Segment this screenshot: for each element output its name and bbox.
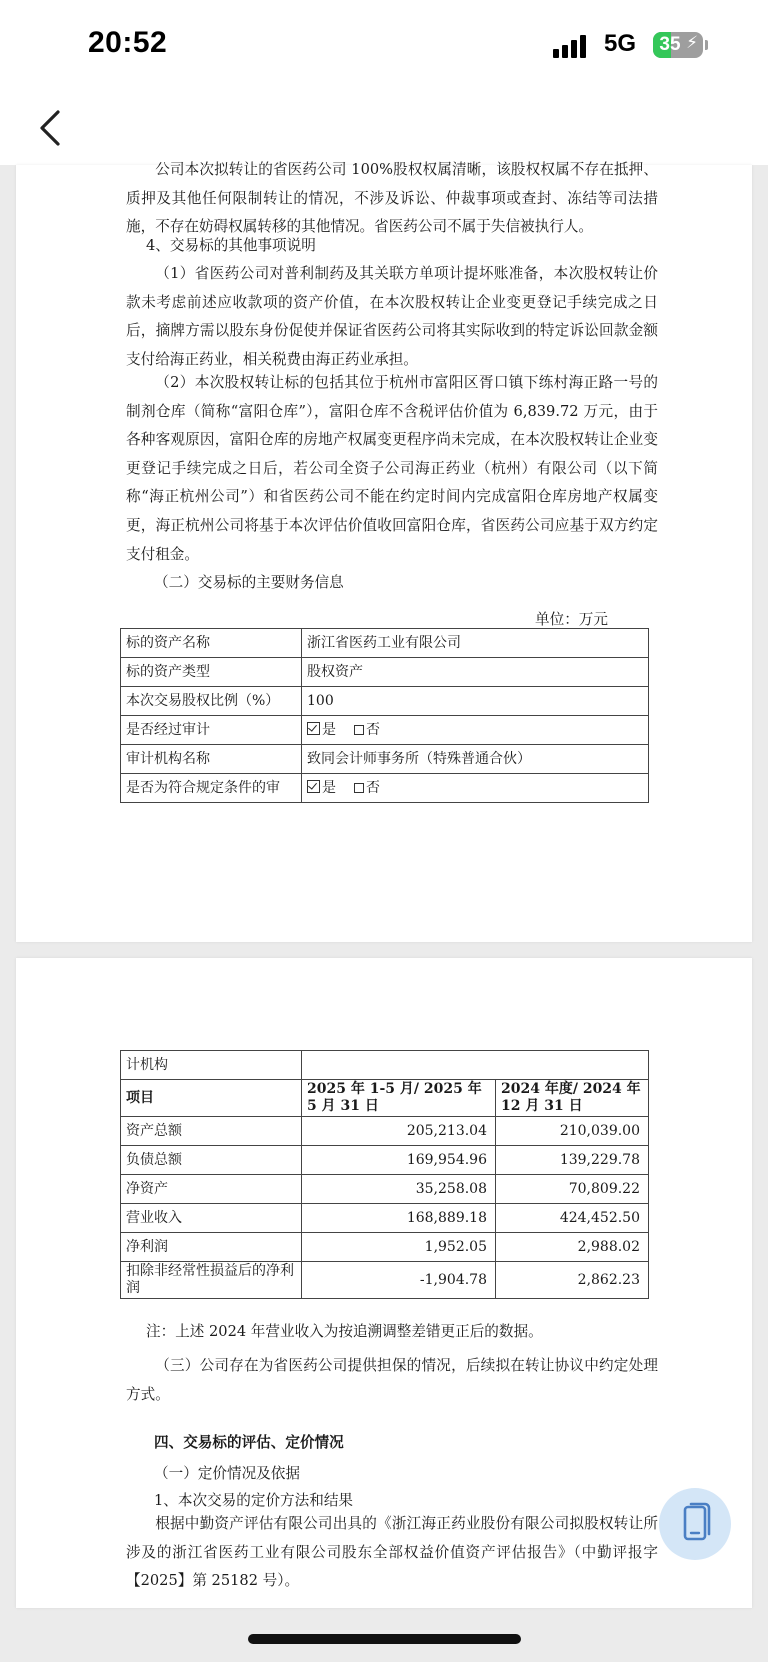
paragraph-ownership: 公司本次拟转让的省医药公司 100%股权权属清晰，该股权权属不存在抵押、质押及其他任何限制转让的情况，不涉及诉讼、仲裁事项或查封、冻结等司法措施，不存在妨碍权属转移的其他情况。省医药公司不属于失信被执行人。 bbox=[126, 161, 658, 236]
document-page-1 bbox=[16, 161, 752, 942]
paragraph-item-1: （1）省医药公司对普利制药及其关联方单项计提坏账准备，本次股权转让价款未考虑前述应收款项的资产价值，在本次股权转让企业变更登记手续完成之日后，摘牌方需以股东身份促使并保证省医药公司将其实际收到的特定诉讼回款金额支付给海正药业，相关税费由海正药业承担。 bbox=[126, 265, 658, 368]
asset-info-table bbox=[120, 628, 649, 803]
row-label: 负债总额 bbox=[121, 1146, 302, 1175]
checked-box-icon bbox=[307, 780, 320, 793]
unchecked-box-icon bbox=[354, 783, 364, 793]
signal-icon bbox=[553, 34, 593, 58]
table-row bbox=[121, 1051, 649, 1080]
value-2024: 70,809.22 bbox=[496, 1175, 649, 1204]
value-2025: 1,952.05 bbox=[302, 1233, 496, 1262]
row-value bbox=[302, 1051, 649, 1080]
value-2024: 2,862.23 bbox=[496, 1262, 649, 1299]
row-value: 100 bbox=[302, 687, 649, 716]
row-label: 审计机构名称 bbox=[121, 745, 302, 774]
heading-valuation: 四、交易标的评估、定价情况 bbox=[154, 1434, 344, 1451]
row-label: 扣除非经常性损益后的净利润 bbox=[121, 1262, 302, 1299]
heading-pricing-basis: （一）定价情况及依据 bbox=[154, 1465, 300, 1482]
audit-checkbox-cell bbox=[302, 716, 649, 745]
value-2025: 35,258.08 bbox=[302, 1175, 496, 1204]
yes-label: 是 bbox=[322, 721, 336, 738]
value-2024: 424,452.50 bbox=[496, 1204, 649, 1233]
value-2025: 168,889.18 bbox=[302, 1204, 496, 1233]
table-row bbox=[121, 687, 649, 716]
financial-table bbox=[120, 1050, 649, 1299]
nav-bar bbox=[0, 95, 768, 165]
row-label: 净利润 bbox=[121, 1233, 302, 1262]
heading-pricing-method: 1、本次交易的定价方法和结果 bbox=[154, 1492, 354, 1509]
table-row bbox=[121, 658, 649, 687]
row-label: 营业收入 bbox=[121, 1204, 302, 1233]
status-bar bbox=[0, 0, 768, 95]
value-2024: 210,039.00 bbox=[496, 1117, 649, 1146]
status-time: 20:52 bbox=[88, 26, 168, 59]
qualified-checkbox-cell bbox=[302, 774, 649, 803]
header-col-2025: 2025 年 1-5 月/ 2025 年 5 月 31 日 bbox=[302, 1080, 496, 1117]
row-label: 净资产 bbox=[121, 1175, 302, 1204]
paragraph-guarantee: （三）公司存在为省医药公司提供担保的情况，后续拟在转让协议中约定处理方式。 bbox=[126, 1357, 658, 1403]
row-label: 标的资产名称 bbox=[121, 629, 302, 658]
row-label: 是否经过审计 bbox=[121, 716, 302, 745]
header-item: 项目 bbox=[121, 1080, 302, 1117]
table-row bbox=[121, 1262, 649, 1299]
header-col-2024: 2024 年度/ 2024 年 12 月 31 日 bbox=[496, 1080, 649, 1117]
battery-cap bbox=[705, 40, 708, 50]
copy-phone-fab[interactable] bbox=[659, 1488, 731, 1560]
heading-other-matters: 4、交易标的其他事项说明 bbox=[146, 237, 316, 254]
table-row bbox=[121, 1146, 649, 1175]
row-label: 资产总额 bbox=[121, 1117, 302, 1146]
table-header-row bbox=[121, 1080, 649, 1117]
no-label: 否 bbox=[366, 779, 380, 796]
table-row bbox=[121, 1233, 649, 1262]
battery-level: 35 bbox=[659, 34, 681, 55]
table-row bbox=[121, 1117, 649, 1146]
paragraph-item-2: （2）本次股权转让标的包括其位于杭州市富阳区胥口镇下练村海正路一号的制剂仓库（简称“富阳仓库”），富阳仓库不含税评估价值为 6,839.72 万元，由于各种客观原因，富阳仓库的房地产权属变更程序尚未完成，在本次股权转让企业变更登记手续完成之日后，若公司全资子公司海正药业（杭州）有限公司（以下简称“海正杭州公司”）和省医药公司不能在约定时间内完成富阳仓库房地产权属变更，海正杭州公司将基于本次评估价值收回富阳仓库，省医药公司应基于双方约定支付租金。 bbox=[126, 374, 658, 563]
row-label: 本次交易股权比例（%） bbox=[121, 687, 302, 716]
table-note: 注：上述 2024 年营业收入为按追溯调整差错更正后的数据。 bbox=[146, 1323, 543, 1340]
value-2025: 169,954.96 bbox=[302, 1146, 496, 1175]
table-row bbox=[121, 629, 649, 658]
battery-icon bbox=[653, 32, 703, 58]
value-2025: 205,213.04 bbox=[302, 1117, 496, 1146]
row-label: 是否为符合规定条件的审 bbox=[121, 774, 302, 803]
unit-label: 单位：万元 bbox=[535, 611, 608, 628]
charging-bolt-icon: ⚡ bbox=[686, 33, 698, 53]
yes-label: 是 bbox=[322, 779, 336, 796]
section-financial-info: （二）交易标的主要财务信息 bbox=[154, 574, 344, 591]
value-2024: 139,229.78 bbox=[496, 1146, 649, 1175]
home-indicator[interactable] bbox=[248, 1634, 521, 1644]
table-row bbox=[121, 1204, 649, 1233]
unchecked-box-icon bbox=[354, 725, 364, 735]
row-value: 浙江省医药工业有限公司 bbox=[302, 629, 649, 658]
row-value: 致同会计师事务所（特殊普通合伙） bbox=[302, 745, 649, 774]
value-2025: -1,904.78 bbox=[302, 1262, 496, 1299]
value-2024: 2,988.02 bbox=[496, 1233, 649, 1262]
no-label: 否 bbox=[366, 721, 380, 738]
back-button[interactable] bbox=[36, 103, 76, 153]
chevron-left-icon bbox=[36, 103, 76, 153]
row-label: 标的资产类型 bbox=[121, 658, 302, 687]
table-row bbox=[121, 716, 649, 745]
phone-copy-icon bbox=[659, 1488, 731, 1560]
network-type: 5G bbox=[604, 30, 637, 57]
table-row bbox=[121, 774, 649, 803]
table-row bbox=[121, 1175, 649, 1204]
table-row bbox=[121, 745, 649, 774]
checked-box-icon bbox=[307, 722, 320, 735]
row-label: 计机构 bbox=[121, 1051, 302, 1080]
row-value: 股权资产 bbox=[302, 658, 649, 687]
paragraph-appraisal-report: 根据中勤资产评估有限公司出具的《浙江海正药业股份有限公司拟股权转让所涉及的浙江省医药工业有限公司股东全部权益价值资产评估报告》（中勤评报字【2025】第 25182 号）。 bbox=[126, 1515, 658, 1590]
document-page-2 bbox=[16, 958, 752, 1608]
